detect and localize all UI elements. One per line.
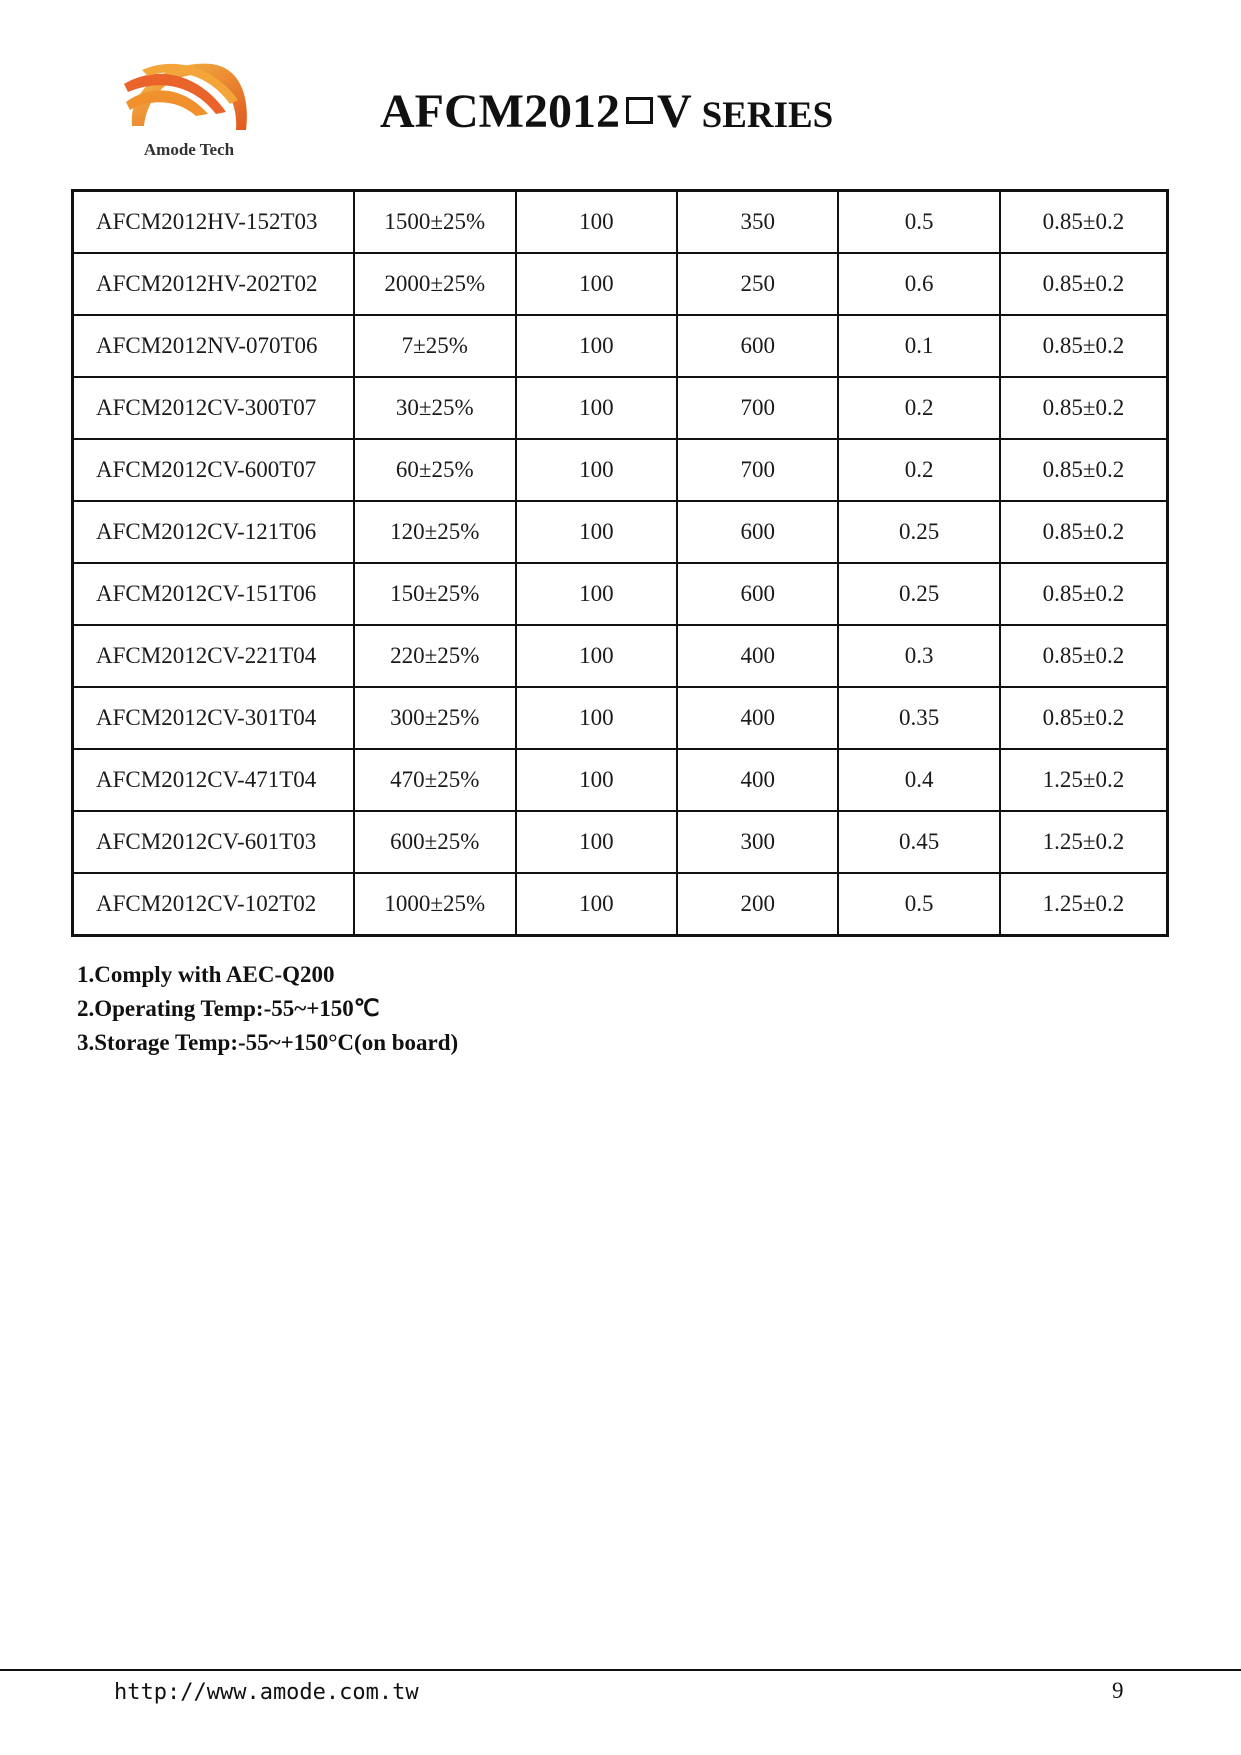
part-number-cell: AFCM2012CV-300T07 — [73, 377, 354, 439]
table-cell: 100 — [516, 873, 677, 936]
table-cell: 0.3 — [838, 625, 999, 687]
table-cell: 600 — [677, 315, 838, 377]
table-row — [73, 253, 1168, 315]
part-number-cell: AFCM2012CV-151T06 — [73, 563, 354, 625]
spec-table — [71, 189, 1169, 937]
table-cell: 100 — [516, 315, 677, 377]
table-cell: 0.85±0.2 — [1000, 625, 1168, 687]
table-cell: 0.85±0.2 — [1000, 315, 1168, 377]
table-row — [73, 439, 1168, 501]
table-row — [73, 625, 1168, 687]
footer-divider — [0, 1669, 1241, 1671]
table-row — [73, 687, 1168, 749]
table-cell: 470±25% — [354, 749, 516, 811]
table-cell: 600 — [677, 501, 838, 563]
table-cell: 0.35 — [838, 687, 999, 749]
table-cell: 30±25% — [354, 377, 516, 439]
part-number-cell: AFCM2012CV-221T04 — [73, 625, 354, 687]
table-row — [73, 191, 1168, 254]
table-cell: 60±25% — [354, 439, 516, 501]
table-cell: 0.4 — [838, 749, 999, 811]
page-number: 9 — [1112, 1678, 1124, 1703]
table-cell: 0.25 — [838, 563, 999, 625]
part-number-cell: AFCM2012CV-121T06 — [73, 501, 354, 563]
part-number-cell: AFCM2012CV-601T03 — [73, 811, 354, 873]
table-cell: 350 — [677, 191, 838, 254]
table-cell: 100 — [516, 439, 677, 501]
table-cell: 300 — [677, 811, 838, 873]
table-cell: 2000±25% — [354, 253, 516, 315]
part-number-cell: AFCM2012HV-202T02 — [73, 253, 354, 315]
table-cell: 0.2 — [838, 377, 999, 439]
table-cell: 0.85±0.2 — [1000, 191, 1168, 254]
page-title — [380, 84, 833, 139]
part-number-cell: AFCM2012CV-301T04 — [73, 687, 354, 749]
table-cell: 150±25% — [354, 563, 516, 625]
footer-url: http://www.amode.com.tw — [114, 1680, 419, 1705]
table-cell: 1.25±0.2 — [1000, 749, 1168, 811]
note-item: 1.Comply with AEC-Q200 — [77, 962, 335, 987]
table-cell: 120±25% — [354, 501, 516, 563]
title-placeholder-box-icon — [626, 97, 653, 124]
table-cell: 0.5 — [838, 191, 999, 254]
table-row — [73, 563, 1168, 625]
table-cell: 400 — [677, 625, 838, 687]
table-cell: 0.85±0.2 — [1000, 377, 1168, 439]
table-cell: 1000±25% — [354, 873, 516, 936]
title-main: AFCM2012 — [380, 85, 620, 138]
table-cell: 600 — [677, 563, 838, 625]
table-cell: 250 — [677, 253, 838, 315]
table-cell: 700 — [677, 377, 838, 439]
table-cell: 0.85±0.2 — [1000, 687, 1168, 749]
table-cell: 400 — [677, 749, 838, 811]
logo-text: Amode Tech — [143, 140, 235, 159]
notes — [77, 958, 458, 1060]
table-cell: 700 — [677, 439, 838, 501]
table-cell: 100 — [516, 191, 677, 254]
table-cell: 100 — [516, 253, 677, 315]
part-number-cell: AFCM2012CV-102T02 — [73, 873, 354, 936]
table-cell: 1.25±0.2 — [1000, 811, 1168, 873]
table-cell: 100 — [516, 625, 677, 687]
table-cell: 0.85±0.2 — [1000, 501, 1168, 563]
table-row — [73, 315, 1168, 377]
table-cell: 0.6 — [838, 253, 999, 315]
table-cell: 0.5 — [838, 873, 999, 936]
sunburst-logo-icon — [122, 56, 252, 140]
table-cell: 0.1 — [838, 315, 999, 377]
table-cell: 600±25% — [354, 811, 516, 873]
table-cell: 200 — [677, 873, 838, 936]
note-item: 3.Storage Temp:-55~+150°C(on board) — [77, 1030, 459, 1055]
table-row — [73, 501, 1168, 563]
table-cell: 0.25 — [838, 501, 999, 563]
table-cell: 100 — [516, 563, 677, 625]
table-cell: 0.85±0.2 — [1000, 563, 1168, 625]
table-cell: 1500±25% — [354, 191, 516, 254]
part-number-cell: AFCM2012NV-070T06 — [73, 315, 354, 377]
table-cell: 0.85±0.2 — [1000, 439, 1168, 501]
company-logo — [118, 52, 256, 164]
table-cell: 300±25% — [354, 687, 516, 749]
part-number-cell: AFCM2012CV-471T04 — [73, 749, 354, 811]
table-row — [73, 749, 1168, 811]
part-number-cell: AFCM2012CV-600T07 — [73, 439, 354, 501]
table-cell: 220±25% — [354, 625, 516, 687]
table-cell: 100 — [516, 501, 677, 563]
table-cell: 100 — [516, 749, 677, 811]
table-cell: 0.85±0.2 — [1000, 253, 1168, 315]
table-cell: 400 — [677, 687, 838, 749]
note-item: 2.Operating Temp:-55~+150℃ — [77, 996, 380, 1021]
table-cell: 100 — [516, 687, 677, 749]
table-row — [73, 873, 1168, 936]
table-cell: 0.2 — [838, 439, 999, 501]
table-cell: 100 — [516, 811, 677, 873]
table-row — [73, 377, 1168, 439]
table-cell: 100 — [516, 377, 677, 439]
table-cell: 7±25% — [354, 315, 516, 377]
title-suffix: SERIES — [701, 95, 834, 136]
part-number-cell: AFCM2012HV-152T03 — [73, 191, 354, 254]
table-cell: 1.25±0.2 — [1000, 873, 1168, 936]
spec-table-body — [73, 191, 1168, 936]
title-v: V — [656, 85, 692, 138]
table-cell: 0.45 — [838, 811, 999, 873]
table-row — [73, 811, 1168, 873]
